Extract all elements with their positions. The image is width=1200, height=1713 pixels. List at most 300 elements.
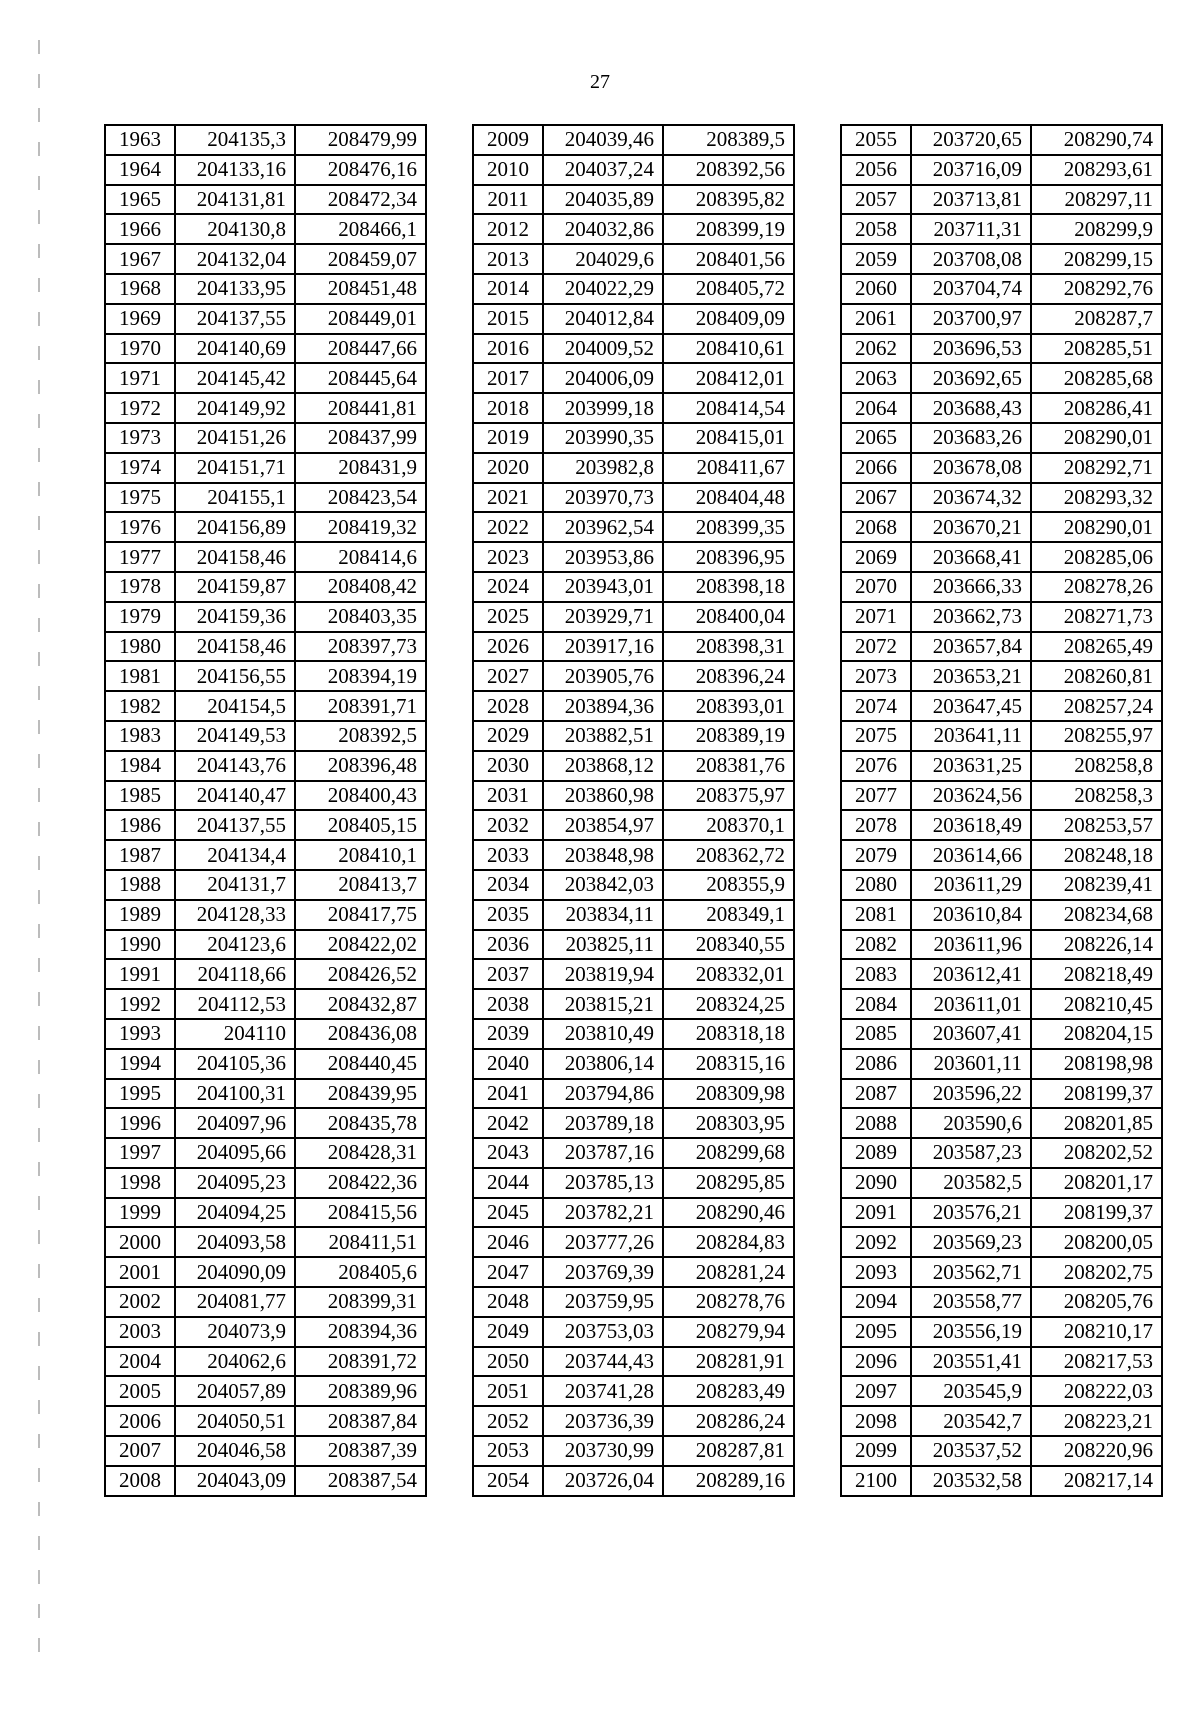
table-row <box>105 1406 426 1436</box>
binder-mark <box>38 1468 40 1482</box>
binder-mark <box>38 1502 40 1516</box>
y-coordinate-cell: 208410,1 <box>295 840 426 870</box>
point-number-cell: 2056 <box>841 155 911 185</box>
y-coordinate-cell: 208292,76 <box>1031 274 1162 304</box>
x-coordinate-cell: 203848,98 <box>543 840 663 870</box>
y-coordinate-cell: 208387,54 <box>295 1466 426 1496</box>
y-coordinate-cell: 208299,15 <box>1031 244 1162 274</box>
point-number-cell: 2000 <box>105 1227 175 1257</box>
table-row <box>473 781 794 811</box>
x-coordinate-cell: 204137,55 <box>175 304 295 334</box>
y-coordinate-cell: 208204,15 <box>1031 1019 1162 1049</box>
point-number-cell: 2076 <box>841 751 911 781</box>
x-coordinate-cell: 204145,42 <box>175 363 295 393</box>
table-row <box>841 1168 1162 1198</box>
point-number-cell: 2068 <box>841 512 911 542</box>
x-coordinate-cell: 203842,03 <box>543 870 663 900</box>
binder-mark <box>38 108 40 122</box>
x-coordinate-cell: 204137,55 <box>175 810 295 840</box>
point-number-cell: 2065 <box>841 423 911 453</box>
y-coordinate-cell: 208297,11 <box>1031 185 1162 215</box>
y-coordinate-cell: 208239,41 <box>1031 870 1162 900</box>
x-coordinate-cell: 204132,04 <box>175 244 295 274</box>
y-coordinate-cell: 208449,01 <box>295 304 426 334</box>
point-number-cell: 1981 <box>105 661 175 691</box>
point-number-cell: 2042 <box>473 1108 543 1138</box>
y-coordinate-cell: 208299,68 <box>663 1138 794 1168</box>
y-coordinate-cell: 208399,31 <box>295 1287 426 1317</box>
y-coordinate-cell: 208411,67 <box>663 453 794 483</box>
x-coordinate-cell: 204062,6 <box>175 1347 295 1377</box>
point-number-cell: 2002 <box>105 1287 175 1317</box>
table-row <box>105 751 426 781</box>
y-coordinate-cell: 208271,73 <box>1031 602 1162 632</box>
table-row <box>841 244 1162 274</box>
x-coordinate-cell: 204032,86 <box>543 214 663 244</box>
x-coordinate-cell: 203696,53 <box>911 334 1031 364</box>
table-row <box>841 155 1162 185</box>
binder-mark <box>38 890 40 904</box>
point-number-cell: 1967 <box>105 244 175 274</box>
point-number-cell: 2011 <box>473 185 543 215</box>
y-coordinate-cell: 208415,56 <box>295 1198 426 1228</box>
table-row <box>841 423 1162 453</box>
table-row <box>105 572 426 602</box>
x-coordinate-cell: 204133,95 <box>175 274 295 304</box>
table-row <box>841 900 1162 930</box>
binder-mark <box>38 652 40 666</box>
x-coordinate-cell: 204095,23 <box>175 1168 295 1198</box>
point-number-cell: 2085 <box>841 1019 911 1049</box>
y-coordinate-cell: 208422,36 <box>295 1168 426 1198</box>
point-number-cell: 2090 <box>841 1168 911 1198</box>
y-coordinate-cell: 208394,36 <box>295 1317 426 1347</box>
x-coordinate-cell: 203953,86 <box>543 542 663 572</box>
y-coordinate-cell: 208414,54 <box>663 393 794 423</box>
x-coordinate-cell: 204037,24 <box>543 155 663 185</box>
x-coordinate-cell: 204039,46 <box>543 125 663 155</box>
point-number-cell: 2027 <box>473 661 543 691</box>
point-number-cell: 2080 <box>841 870 911 900</box>
binder-mark <box>38 1332 40 1346</box>
table-row <box>841 840 1162 870</box>
table-row <box>841 1227 1162 1257</box>
table-row <box>473 125 794 155</box>
table-row <box>105 1079 426 1109</box>
point-number-cell: 2035 <box>473 900 543 930</box>
point-number-cell: 1980 <box>105 632 175 662</box>
binder-mark <box>38 1604 40 1618</box>
point-number-cell: 1995 <box>105 1079 175 1109</box>
point-number-cell: 2034 <box>473 870 543 900</box>
point-number-cell: 1992 <box>105 989 175 1019</box>
x-coordinate-cell: 204050,51 <box>175 1406 295 1436</box>
point-number-cell: 2067 <box>841 483 911 513</box>
point-number-cell: 2086 <box>841 1049 911 1079</box>
binder-margin-marks <box>38 40 40 1700</box>
point-number-cell: 2047 <box>473 1257 543 1287</box>
table-row <box>841 810 1162 840</box>
point-number-cell: 2039 <box>473 1019 543 1049</box>
table-row <box>105 185 426 215</box>
y-coordinate-cell: 208287,81 <box>663 1436 794 1466</box>
point-number-cell: 2009 <box>473 125 543 155</box>
y-coordinate-cell: 208392,5 <box>295 721 426 751</box>
y-coordinate-cell: 208290,01 <box>1031 423 1162 453</box>
x-coordinate-cell: 203782,21 <box>543 1198 663 1228</box>
point-number-cell: 2019 <box>473 423 543 453</box>
point-number-cell: 1970 <box>105 334 175 364</box>
point-number-cell: 2012 <box>473 214 543 244</box>
x-coordinate-cell: 204112,53 <box>175 989 295 1019</box>
y-coordinate-cell: 208389,5 <box>663 125 794 155</box>
table-row <box>473 274 794 304</box>
y-coordinate-cell: 208437,99 <box>295 423 426 453</box>
binder-mark <box>38 40 40 54</box>
point-number-cell: 2088 <box>841 1108 911 1138</box>
x-coordinate-cell: 204046,58 <box>175 1436 295 1466</box>
y-coordinate-cell: 208472,34 <box>295 185 426 215</box>
point-number-cell: 2049 <box>473 1317 543 1347</box>
table-row <box>473 602 794 632</box>
x-coordinate-cell: 203713,81 <box>911 185 1031 215</box>
table-row <box>473 244 794 274</box>
binder-mark <box>38 1570 40 1584</box>
y-coordinate-cell: 208257,24 <box>1031 691 1162 721</box>
y-coordinate-cell: 208423,54 <box>295 483 426 513</box>
y-coordinate-cell: 208258,8 <box>1031 751 1162 781</box>
x-coordinate-cell: 204134,4 <box>175 840 295 870</box>
table-row <box>841 1198 1162 1228</box>
binder-mark <box>38 584 40 598</box>
table-row <box>841 661 1162 691</box>
y-coordinate-cell: 208436,08 <box>295 1019 426 1049</box>
x-coordinate-cell: 203810,49 <box>543 1019 663 1049</box>
table-row <box>473 1049 794 1079</box>
binder-mark <box>38 516 40 530</box>
point-number-cell: 2084 <box>841 989 911 1019</box>
y-coordinate-cell: 208202,52 <box>1031 1138 1162 1168</box>
y-coordinate-cell: 208255,97 <box>1031 721 1162 751</box>
point-number-cell: 1999 <box>105 1198 175 1228</box>
y-coordinate-cell: 208387,39 <box>295 1436 426 1466</box>
table-row <box>105 334 426 364</box>
table-row <box>473 363 794 393</box>
table-row <box>105 930 426 960</box>
binder-mark <box>38 686 40 700</box>
x-coordinate-cell: 204149,92 <box>175 393 295 423</box>
x-coordinate-cell: 203542,7 <box>911 1406 1031 1436</box>
x-coordinate-cell: 204105,36 <box>175 1049 295 1079</box>
y-coordinate-cell: 208394,19 <box>295 661 426 691</box>
y-coordinate-cell: 208290,46 <box>663 1198 794 1228</box>
x-coordinate-cell: 204159,36 <box>175 602 295 632</box>
x-coordinate-cell: 204155,1 <box>175 483 295 513</box>
table-row <box>105 900 426 930</box>
y-coordinate-cell: 208396,95 <box>663 542 794 572</box>
y-coordinate-cell: 208285,06 <box>1031 542 1162 572</box>
x-coordinate-cell: 203545,9 <box>911 1376 1031 1406</box>
point-number-cell: 2021 <box>473 483 543 513</box>
x-coordinate-cell: 203662,73 <box>911 602 1031 632</box>
x-coordinate-cell: 203741,28 <box>543 1376 663 1406</box>
x-coordinate-cell: 203962,54 <box>543 512 663 542</box>
x-coordinate-cell: 204158,46 <box>175 542 295 572</box>
y-coordinate-cell: 208355,9 <box>663 870 794 900</box>
x-coordinate-cell: 203558,77 <box>911 1287 1031 1317</box>
binder-mark <box>38 924 40 938</box>
x-coordinate-cell: 203982,8 <box>543 453 663 483</box>
point-number-cell: 2041 <box>473 1079 543 1109</box>
binder-mark <box>38 822 40 836</box>
y-coordinate-cell: 208395,82 <box>663 185 794 215</box>
table-row <box>473 989 794 1019</box>
table-row <box>473 1168 794 1198</box>
point-number-cell: 2083 <box>841 959 911 989</box>
table-row <box>841 1347 1162 1377</box>
table-row <box>841 572 1162 602</box>
table-row <box>105 1227 426 1257</box>
y-coordinate-cell: 208295,85 <box>663 1168 794 1198</box>
table-row <box>473 1317 794 1347</box>
point-number-cell: 2017 <box>473 363 543 393</box>
y-coordinate-cell: 208278,76 <box>663 1287 794 1317</box>
y-coordinate-cell: 208210,45 <box>1031 989 1162 1019</box>
y-coordinate-cell: 208439,95 <box>295 1079 426 1109</box>
x-coordinate-cell: 203657,84 <box>911 632 1031 662</box>
binder-mark <box>38 788 40 802</box>
x-coordinate-cell: 203917,16 <box>543 632 663 662</box>
x-coordinate-cell: 203614,66 <box>911 840 1031 870</box>
y-coordinate-cell: 208422,02 <box>295 930 426 960</box>
table-row <box>473 304 794 334</box>
x-coordinate-cell: 203894,36 <box>543 691 663 721</box>
binder-mark <box>38 1264 40 1278</box>
point-number-cell: 2092 <box>841 1227 911 1257</box>
y-coordinate-cell: 208289,16 <box>663 1466 794 1496</box>
x-coordinate-cell: 203668,41 <box>911 542 1031 572</box>
table-row <box>105 542 426 572</box>
point-number-cell: 1985 <box>105 781 175 811</box>
point-number-cell: 2015 <box>473 304 543 334</box>
y-coordinate-cell: 208218,49 <box>1031 959 1162 989</box>
point-number-cell: 1982 <box>105 691 175 721</box>
binder-mark <box>38 380 40 394</box>
x-coordinate-cell: 204151,26 <box>175 423 295 453</box>
table-row <box>841 304 1162 334</box>
binder-mark <box>38 720 40 734</box>
point-number-cell: 1978 <box>105 572 175 602</box>
point-number-cell: 2005 <box>105 1376 175 1406</box>
table-row <box>105 363 426 393</box>
table-row <box>105 274 426 304</box>
x-coordinate-cell: 204123,6 <box>175 930 295 960</box>
point-number-cell: 2059 <box>841 244 911 274</box>
x-coordinate-cell: 204022,29 <box>543 274 663 304</box>
point-number-cell: 2029 <box>473 721 543 751</box>
x-coordinate-cell: 203769,39 <box>543 1257 663 1287</box>
x-coordinate-cell: 203777,26 <box>543 1227 663 1257</box>
x-coordinate-cell: 203730,99 <box>543 1436 663 1466</box>
table-row <box>473 840 794 870</box>
table-row <box>473 155 794 185</box>
y-coordinate-cell: 208404,48 <box>663 483 794 513</box>
y-coordinate-cell: 208396,48 <box>295 751 426 781</box>
x-coordinate-cell: 204043,09 <box>175 1466 295 1496</box>
x-coordinate-cell: 204135,3 <box>175 125 295 155</box>
x-coordinate-cell: 204140,69 <box>175 334 295 364</box>
table-row <box>105 1168 426 1198</box>
point-number-cell: 2082 <box>841 930 911 960</box>
y-coordinate-cell: 208419,32 <box>295 512 426 542</box>
x-coordinate-cell: 203556,19 <box>911 1317 1031 1347</box>
binder-mark <box>38 176 40 190</box>
point-number-cell: 1986 <box>105 810 175 840</box>
table-row <box>841 453 1162 483</box>
point-number-cell: 2028 <box>473 691 543 721</box>
point-number-cell: 2022 <box>473 512 543 542</box>
binder-mark <box>38 1162 40 1176</box>
point-number-cell: 1963 <box>105 125 175 155</box>
x-coordinate-cell: 204110 <box>175 1019 295 1049</box>
table-row <box>841 1019 1162 1049</box>
point-number-cell: 2051 <box>473 1376 543 1406</box>
x-coordinate-cell: 204131,81 <box>175 185 295 215</box>
x-coordinate-cell: 204159,87 <box>175 572 295 602</box>
table-row <box>473 870 794 900</box>
table-row <box>473 1108 794 1138</box>
x-coordinate-cell: 203611,29 <box>911 870 1031 900</box>
point-number-cell: 1989 <box>105 900 175 930</box>
table-row <box>841 1436 1162 1466</box>
y-coordinate-cell: 208403,35 <box>295 602 426 632</box>
table-row <box>841 870 1162 900</box>
x-coordinate-cell: 203590,6 <box>911 1108 1031 1138</box>
x-coordinate-cell: 203708,08 <box>911 244 1031 274</box>
point-number-cell: 2057 <box>841 185 911 215</box>
coordinates-table-3 <box>840 124 1163 1497</box>
table-row <box>473 1138 794 1168</box>
y-coordinate-cell: 208381,76 <box>663 751 794 781</box>
table-row <box>473 185 794 215</box>
point-number-cell: 2044 <box>473 1168 543 1198</box>
point-number-cell: 2038 <box>473 989 543 1019</box>
x-coordinate-cell: 203653,21 <box>911 661 1031 691</box>
x-coordinate-cell: 203551,41 <box>911 1347 1031 1377</box>
point-number-cell: 2097 <box>841 1376 911 1406</box>
binder-mark <box>38 1638 40 1652</box>
table-row <box>105 632 426 662</box>
table-row <box>105 214 426 244</box>
y-coordinate-cell: 208234,68 <box>1031 900 1162 930</box>
point-number-cell: 2087 <box>841 1079 911 1109</box>
point-number-cell: 2043 <box>473 1138 543 1168</box>
x-coordinate-cell: 203943,01 <box>543 572 663 602</box>
table-row <box>841 632 1162 662</box>
x-coordinate-cell: 203990,35 <box>543 423 663 453</box>
table-row <box>841 959 1162 989</box>
y-coordinate-cell: 208447,66 <box>295 334 426 364</box>
y-coordinate-cell: 208349,1 <box>663 900 794 930</box>
binder-mark <box>38 482 40 496</box>
x-coordinate-cell: 203854,97 <box>543 810 663 840</box>
point-number-cell: 2046 <box>473 1227 543 1257</box>
table-row <box>473 423 794 453</box>
x-coordinate-cell: 203610,84 <box>911 900 1031 930</box>
x-coordinate-cell: 204149,53 <box>175 721 295 751</box>
x-coordinate-cell: 203970,73 <box>543 483 663 513</box>
table-row <box>841 721 1162 751</box>
point-number-cell: 1968 <box>105 274 175 304</box>
x-coordinate-cell: 203641,11 <box>911 721 1031 751</box>
point-number-cell: 1994 <box>105 1049 175 1079</box>
table-row <box>841 691 1162 721</box>
table-row <box>473 512 794 542</box>
point-number-cell: 2001 <box>105 1257 175 1287</box>
table-row <box>841 781 1162 811</box>
table-row <box>841 1466 1162 1496</box>
binder-mark <box>38 1366 40 1380</box>
y-coordinate-cell: 208217,14 <box>1031 1466 1162 1496</box>
y-coordinate-cell: 208281,91 <box>663 1347 794 1377</box>
point-number-cell: 1997 <box>105 1138 175 1168</box>
x-coordinate-cell: 203674,32 <box>911 483 1031 513</box>
y-coordinate-cell: 208400,43 <box>295 781 426 811</box>
y-coordinate-cell: 208389,96 <box>295 1376 426 1406</box>
x-coordinate-cell: 203789,18 <box>543 1108 663 1138</box>
y-coordinate-cell: 208202,75 <box>1031 1257 1162 1287</box>
y-coordinate-cell: 208435,78 <box>295 1108 426 1138</box>
y-coordinate-cell: 208399,19 <box>663 214 794 244</box>
binder-mark <box>38 448 40 462</box>
y-coordinate-cell: 208278,26 <box>1031 572 1162 602</box>
table-row <box>105 1466 426 1496</box>
x-coordinate-cell: 204158,46 <box>175 632 295 662</box>
table-row <box>473 661 794 691</box>
point-number-cell: 2070 <box>841 572 911 602</box>
point-number-cell: 2024 <box>473 572 543 602</box>
x-coordinate-cell: 203587,23 <box>911 1138 1031 1168</box>
point-number-cell: 1983 <box>105 721 175 751</box>
binder-mark <box>38 958 40 972</box>
table-row <box>841 1287 1162 1317</box>
x-coordinate-cell: 204073,9 <box>175 1317 295 1347</box>
y-coordinate-cell: 208283,49 <box>663 1376 794 1406</box>
binder-mark <box>38 550 40 564</box>
table-row <box>473 1406 794 1436</box>
y-coordinate-cell: 208405,72 <box>663 274 794 304</box>
x-coordinate-cell: 203683,26 <box>911 423 1031 453</box>
y-coordinate-cell: 208279,94 <box>663 1317 794 1347</box>
point-number-cell: 2036 <box>473 930 543 960</box>
binder-mark <box>38 1026 40 1040</box>
y-coordinate-cell: 208315,16 <box>663 1049 794 1079</box>
binder-mark <box>38 346 40 360</box>
y-coordinate-cell: 208397,73 <box>295 632 426 662</box>
table-row <box>841 989 1162 1019</box>
x-coordinate-cell: 203647,45 <box>911 691 1031 721</box>
point-number-cell: 2077 <box>841 781 911 811</box>
y-coordinate-cell: 208476,16 <box>295 155 426 185</box>
table-row <box>105 1287 426 1317</box>
point-number-cell: 2045 <box>473 1198 543 1228</box>
x-coordinate-cell: 204156,89 <box>175 512 295 542</box>
point-number-cell: 1988 <box>105 870 175 900</box>
table-row <box>105 870 426 900</box>
coordinates-table-2 <box>472 124 795 1497</box>
binder-mark <box>38 856 40 870</box>
x-coordinate-cell: 204100,31 <box>175 1079 295 1109</box>
